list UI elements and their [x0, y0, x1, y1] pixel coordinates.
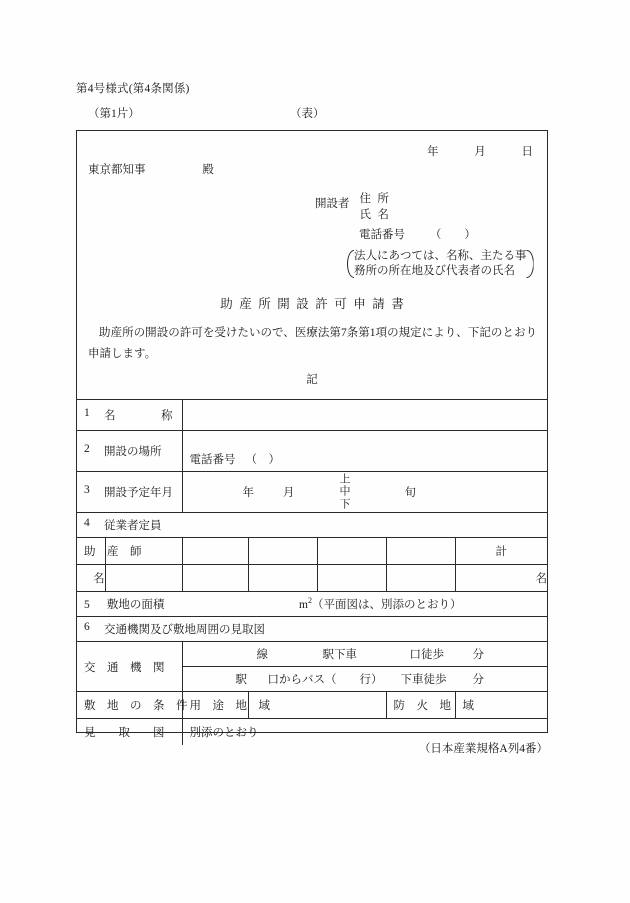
applicant-block: [315, 191, 389, 224]
table-row: [77, 472, 547, 513]
fire-district-label: [387, 697, 474, 713]
staff-count-cell[interactable]: [317, 565, 386, 592]
piece-label: （第1片）: [88, 108, 140, 120]
corporate-note-line-2: 務所の所在地及び代表者の氏名: [354, 265, 515, 278]
sketch-label-text: 見 取 図: [84, 727, 165, 739]
table-row: [77, 642, 547, 667]
staff-unit-label: 名: [93, 573, 105, 585]
table-row: [77, 592, 547, 617]
ki-marker: 記: [306, 374, 318, 386]
site-condition-label: [77, 697, 188, 713]
fire-district-label-cell: [386, 692, 474, 719]
fire-district-value: [456, 699, 470, 711]
document-title: 助産所開設許可申請書: [220, 297, 411, 311]
applicant-tel-paren: （ ）: [429, 229, 476, 241]
form-frame: [76, 130, 548, 739]
row-label-site-area: 敷地の面積: [106, 599, 165, 611]
staff-total-unit-cell[interactable]: [455, 565, 547, 592]
table-row: [77, 431, 547, 472]
staff-total-label-cell: [455, 538, 547, 565]
row-num-3: 3: [84, 484, 90, 496]
table-row: [77, 400, 547, 431]
staff-blank-cell[interactable]: [317, 538, 386, 565]
applicant-address-val: 所: [377, 193, 389, 205]
sketch-value: 別添のとおり: [189, 727, 259, 739]
corporate-note-line-1: 法人にあつては、名称、主たる事: [354, 250, 527, 262]
staff-count-cell[interactable]: [182, 565, 248, 592]
location-tel-paren: （ ）: [245, 454, 280, 466]
sketch-label: [77, 724, 182, 740]
transit-exit-walk: 口徒歩: [409, 649, 444, 661]
side-label: （表）: [290, 108, 325, 120]
transit-bus-route: 口からバス（ 行）: [267, 674, 383, 686]
use-district-value: [249, 699, 263, 711]
use-district-label-cell: [182, 692, 270, 719]
form-heading-block: [77, 131, 547, 399]
staff-count-cell[interactable]: [105, 565, 182, 592]
addressee-line: [88, 161, 214, 177]
applicant-label: 開設者: [315, 198, 350, 210]
date-month: 月: [474, 146, 486, 158]
transit-minutes-1: 分: [472, 649, 484, 661]
open-date-third-1: 上: [339, 473, 351, 486]
row-label-location-text: 開設の場所: [104, 446, 162, 458]
transit-label-text: 交 通 機 関: [84, 661, 165, 674]
table-row: [77, 617, 547, 642]
row-label-transit-sketch-text: 交通機関及び敷地周囲の見取図: [104, 624, 265, 636]
row-value-location[interactable]: [182, 431, 547, 472]
transit-label-cell: [77, 642, 182, 692]
applicant-name-key: 氏: [359, 209, 371, 222]
open-date-third-2: 中: [339, 485, 351, 498]
location-tel-label: 電話番号: [189, 454, 236, 466]
table-row: [77, 513, 547, 538]
applicant-name-val: 名: [377, 209, 389, 222]
transit-minutes-2: 分: [472, 674, 484, 686]
row-num-2: 2: [84, 443, 90, 455]
transit-line-2[interactable]: [182, 667, 547, 692]
row-num-4: 4: [84, 517, 90, 529]
transit-rail-line: 線: [256, 649, 268, 661]
row-value-name[interactable]: [182, 400, 547, 431]
staff-type-label-cell: [77, 538, 142, 565]
applicant-name-row: [360, 207, 389, 223]
use-district-label-text: 用 途 地 域: [189, 700, 270, 712]
site-condition-label-cell: [77, 692, 188, 719]
row-label-open-date: [77, 472, 182, 513]
brace-right-icon: [527, 249, 536, 279]
use-district-label: [183, 697, 270, 713]
transit-bus-station: 駅: [235, 674, 247, 686]
site-area-note: （平面図は、別添のとおり）: [311, 599, 462, 611]
form-number: 第4号様式(第4条関係): [76, 83, 190, 95]
form-table: [77, 399, 547, 745]
brace-left-icon: [345, 249, 354, 279]
row-label-location: [77, 431, 182, 472]
staff-count-cell[interactable]: [248, 565, 317, 592]
row-label-name-char-1: 名: [104, 410, 116, 422]
open-date-jun: 旬: [404, 487, 416, 499]
row-num-6: 6: [84, 621, 90, 633]
staff-blank-cell[interactable]: [386, 538, 455, 565]
addressee-honorific: 殿: [202, 164, 214, 176]
open-date-year: 年: [242, 487, 254, 499]
staff-type-label: [77, 543, 142, 559]
transit-label: [77, 659, 182, 675]
site-area-unit-exponent: 2: [307, 596, 312, 606]
staff-blank-cell[interactable]: [182, 538, 248, 565]
row-num-5: 5: [84, 599, 90, 611]
table-row: [77, 692, 547, 719]
table-row: [77, 565, 547, 592]
fire-district-label-text: 防 火 地 域: [393, 700, 474, 712]
date-year: 年: [427, 146, 439, 158]
addressee: 東京都知事: [88, 164, 146, 176]
row-label-name-char-2: 称: [161, 410, 173, 422]
applicant-tel-line: [359, 226, 476, 242]
staff-total-unit: 名: [535, 573, 548, 585]
row-label-open-date-text: 開設予定年月: [104, 487, 173, 499]
open-date-month: 月: [282, 487, 295, 499]
fire-district-value-cell[interactable]: [455, 692, 547, 719]
staff-blank-cell[interactable]: [248, 538, 317, 565]
table-row: [77, 538, 547, 565]
application-body-sentence: 助産所の開設の許可を受けたいので、医療法第7条第1項の規定により、下記のとおり申請します。: [88, 327, 537, 361]
transit-line-1[interactable]: [182, 642, 547, 667]
application-body-text: [88, 323, 537, 366]
applicant-address-key: 住: [359, 193, 371, 205]
row-num-1: 1: [84, 407, 90, 419]
staff-unit-cell: [77, 565, 105, 592]
row-label-staff-quota-text: 従業者定員: [104, 520, 162, 532]
row-value-open-date[interactable]: [182, 472, 547, 513]
applicant-tel-label: 電話番号: [359, 229, 405, 241]
site-condition-label-text: 敷 地 の 条 件: [84, 700, 188, 712]
transit-station-alight: 駅下車: [322, 649, 357, 661]
row-label-transit-sketch: [77, 617, 547, 642]
row-site-area[interactable]: [77, 592, 547, 617]
date-line: [427, 143, 533, 159]
site-area-unit: m: [299, 599, 308, 611]
transit-bus-alight-walk: 下車徒歩: [400, 674, 447, 686]
staff-count-cell[interactable]: [386, 565, 455, 592]
date-day: 日: [521, 146, 533, 158]
open-date-third-stack[interactable]: [340, 474, 351, 511]
applicant-address-row: [360, 191, 389, 207]
row-label-name: [77, 400, 182, 431]
paper-size-note: （日本産業規格A列4番）: [418, 743, 548, 755]
open-date-third-3: 下: [339, 498, 351, 511]
corporate-note: [345, 249, 536, 279]
staff-total-label: 計: [495, 546, 508, 558]
staff-type-label-text: 助 産 師: [84, 546, 142, 558]
row-label-staff-quota: [77, 513, 547, 538]
